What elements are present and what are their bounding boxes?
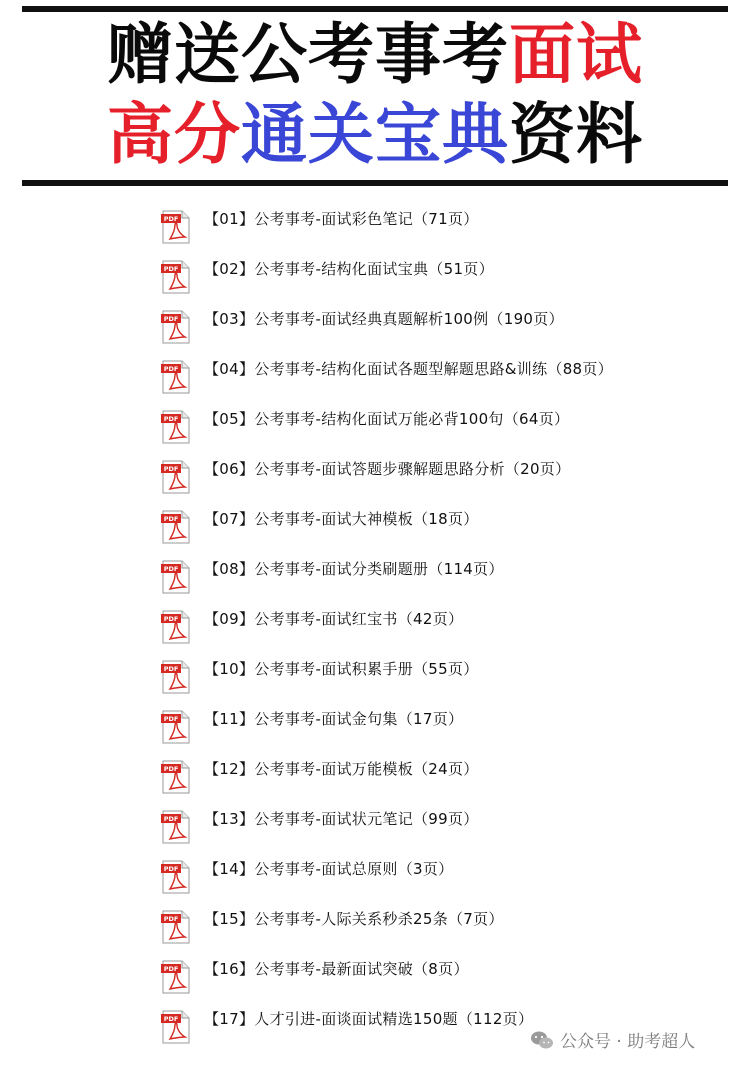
svg-text:PDF: PDF bbox=[163, 515, 179, 523]
file-list bbox=[160, 205, 720, 1055]
file-name: 【01】公考事考-面试彩色笔记（71页） bbox=[204, 210, 479, 228]
file-name: 【02】公考事考-结构化面试宝典（51页） bbox=[204, 260, 494, 278]
file-name: 【11】公考事考-面试金句集（17页） bbox=[204, 710, 464, 728]
svg-text:PDF: PDF bbox=[163, 465, 179, 473]
pdf-icon bbox=[160, 860, 192, 894]
svg-text:PDF: PDF bbox=[163, 315, 179, 323]
svg-text:PDF: PDF bbox=[163, 215, 179, 223]
file-name: 【16】公考事考-最新面试突破（8页） bbox=[204, 960, 469, 978]
file-list-item[interactable] bbox=[160, 305, 720, 355]
file-list-item[interactable] bbox=[160, 605, 720, 655]
pdf-icon bbox=[160, 460, 192, 494]
file-name: 【09】公考事考-面试红宝书（42页） bbox=[204, 610, 464, 628]
svg-text:PDF: PDF bbox=[163, 365, 179, 373]
file-list-item[interactable] bbox=[160, 355, 720, 405]
pdf-icon bbox=[160, 910, 192, 944]
watermark bbox=[530, 1027, 695, 1052]
svg-text:PDF: PDF bbox=[163, 865, 179, 873]
svg-text:PDF: PDF bbox=[163, 615, 179, 623]
file-list-item[interactable] bbox=[160, 255, 720, 305]
title-segment-highlight: 面试 bbox=[509, 16, 643, 93]
file-name: 【05】公考事考-结构化面试万能必背100句（64页） bbox=[204, 410, 570, 428]
svg-text:PDF: PDF bbox=[163, 915, 179, 923]
file-name: 【08】公考事考-面试分类刷题册（114页） bbox=[204, 560, 504, 578]
svg-text:PDF: PDF bbox=[163, 665, 179, 673]
file-name: 【17】人才引进-面谈面试精选150题（112页） bbox=[204, 1010, 534, 1028]
pdf-icon bbox=[160, 210, 192, 244]
file-name: 【06】公考事考-面试答题步骤解题思路分析（20页） bbox=[204, 460, 571, 478]
svg-text:PDF: PDF bbox=[163, 1015, 179, 1023]
watermark-text: 公众号 · 助考超人 bbox=[560, 1032, 696, 1052]
svg-text:PDF: PDF bbox=[163, 765, 179, 773]
file-list-item[interactable] bbox=[160, 955, 720, 1005]
pdf-icon bbox=[160, 260, 192, 294]
file-name: 【04】公考事考-结构化面试各题型解题思路&训练（88页） bbox=[204, 360, 613, 378]
file-name: 【03】公考事考-面试经典真题解析100例（190页） bbox=[204, 310, 564, 328]
title-segment: 高分 bbox=[107, 96, 241, 173]
pdf-icon bbox=[160, 610, 192, 644]
file-list-item[interactable] bbox=[160, 755, 720, 805]
file-list-item[interactable] bbox=[160, 655, 720, 705]
wechat-icon bbox=[530, 1030, 554, 1050]
title-segment: 通关宝典 bbox=[241, 96, 509, 173]
svg-text:PDF: PDF bbox=[163, 565, 179, 573]
file-list-item[interactable] bbox=[160, 455, 720, 505]
bottom-rule bbox=[22, 180, 728, 186]
pdf-icon bbox=[160, 660, 192, 694]
file-name: 【13】公考事考-面试状元笔记（99页） bbox=[204, 810, 479, 828]
file-list-item[interactable] bbox=[160, 405, 720, 455]
file-name: 【10】公考事考-面试积累手册（55页） bbox=[204, 660, 479, 678]
title-segment: 赠送公考事考 bbox=[107, 16, 509, 93]
file-name: 【14】公考事考-面试总原则（3页） bbox=[204, 860, 454, 878]
file-list-item[interactable] bbox=[160, 855, 720, 905]
svg-text:PDF: PDF bbox=[163, 965, 179, 973]
pdf-icon bbox=[160, 960, 192, 994]
file-list-item[interactable] bbox=[160, 555, 720, 605]
top-rule bbox=[22, 6, 728, 12]
pdf-icon bbox=[160, 710, 192, 744]
svg-text:PDF: PDF bbox=[163, 815, 179, 823]
pdf-icon bbox=[160, 360, 192, 394]
file-list-item[interactable] bbox=[160, 705, 720, 755]
file-list-item[interactable] bbox=[160, 805, 720, 855]
pdf-icon bbox=[160, 760, 192, 794]
pdf-icon bbox=[160, 410, 192, 444]
file-list-item[interactable] bbox=[160, 205, 720, 255]
pdf-icon bbox=[160, 560, 192, 594]
pdf-icon bbox=[160, 1010, 192, 1044]
pdf-icon bbox=[160, 510, 192, 544]
title-segment: 资料 bbox=[509, 96, 643, 173]
file-name: 【15】公考事考-人际关系秒杀25条（7页） bbox=[204, 910, 504, 928]
file-name: 【07】公考事考-面试大神模板（18页） bbox=[204, 510, 479, 528]
title-line-1 bbox=[0, 18, 750, 92]
pdf-icon bbox=[160, 810, 192, 844]
file-name: 【12】公考事考-面试万能模板（24页） bbox=[204, 760, 479, 778]
svg-text:PDF: PDF bbox=[163, 715, 179, 723]
svg-text:PDF: PDF bbox=[163, 265, 179, 273]
pdf-icon bbox=[160, 310, 192, 344]
file-list-item[interactable] bbox=[160, 505, 720, 555]
svg-text:PDF: PDF bbox=[163, 415, 179, 423]
title-line-2 bbox=[0, 98, 750, 172]
file-list-item[interactable] bbox=[160, 905, 720, 955]
